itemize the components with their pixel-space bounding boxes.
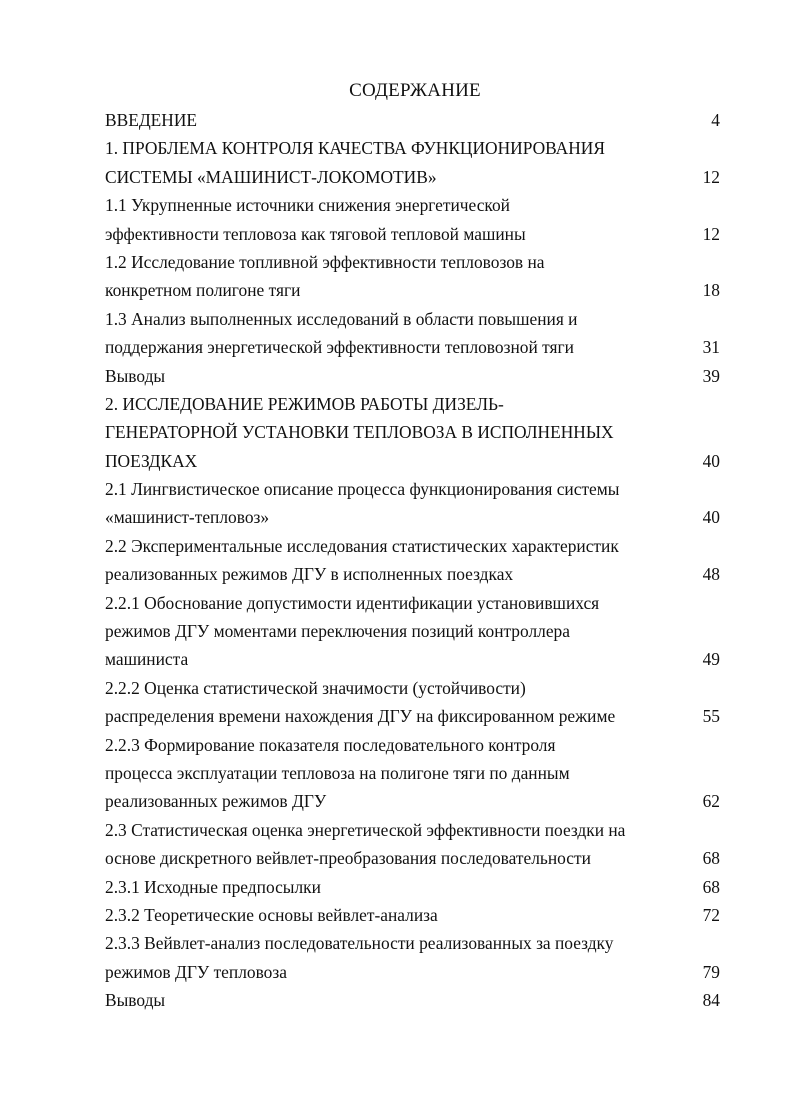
toc-entry bbox=[105, 134, 720, 191]
toc-entry-text: 2.3.2 Теоретические основы вейвлет-анализа bbox=[105, 904, 438, 925]
toc-entry bbox=[105, 674, 720, 731]
toc-entry-text: ГЕНЕРАТОРНОЙ УСТАНОВКИ ТЕПЛОВОЗА В ИСПОЛНЕННЫХ bbox=[105, 422, 614, 443]
toc-page-number: 72 bbox=[702, 904, 720, 925]
toc-entry-text: реализованных режимов ДГУ bbox=[105, 791, 327, 812]
toc-page-number: 55 bbox=[702, 706, 720, 727]
toc-entry bbox=[105, 929, 720, 986]
toc-entry-text: основе дискретного вейвлет-преобразования последовательности bbox=[105, 848, 591, 869]
toc-entry-text: реализованных режимов ДГУ в исполненных поездках bbox=[105, 564, 514, 585]
toc-entry-text: 2.3 Статистическая оценка энергетической эффективности поездки на bbox=[105, 819, 626, 840]
toc-entry bbox=[105, 362, 720, 390]
toc-entry-text: Выводы bbox=[105, 990, 166, 1011]
page-title: СОДЕРЖАНИЕ bbox=[349, 80, 481, 101]
toc-page-number: 39 bbox=[702, 365, 720, 386]
toc-entry-text: конкретном полигоне тяги bbox=[105, 280, 301, 301]
toc-entry-text: распределения времени нахождения ДГУ на фиксированном режиме bbox=[105, 706, 616, 727]
toc-page-number: 40 bbox=[702, 507, 720, 528]
toc-entry-text: 2.3.3 Вейвлет-анализ последовательности реализованных за поездку bbox=[105, 933, 614, 954]
toc-entry bbox=[105, 816, 720, 873]
toc-page-number: 12 bbox=[702, 223, 720, 244]
toc-page-number: 31 bbox=[702, 337, 720, 358]
toc-page-number: 84 bbox=[702, 990, 720, 1011]
toc-entry-text: СИСТЕМЫ «МАШИНИСТ-ЛОКОМОТИВ» bbox=[105, 166, 437, 187]
toc-page-number: 48 bbox=[702, 564, 720, 585]
toc-page-number: 79 bbox=[702, 961, 720, 982]
toc-entry-text: 2.3.1 Исходные предпосылки bbox=[105, 876, 321, 897]
toc-entry bbox=[105, 390, 720, 475]
toc-entry-text: режимов ДГУ тепловоза bbox=[105, 961, 287, 982]
toc-entry bbox=[105, 475, 720, 532]
toc-entry bbox=[105, 248, 720, 305]
toc-entry-text: 2. ИССЛЕДОВАНИЕ РЕЖИМОВ РАБОТЫ ДИЗЕЛЬ- bbox=[105, 393, 504, 414]
toc-entry-text: поддержания энергетической эффективности тепловозной тяги bbox=[105, 337, 574, 358]
toc-entry-text: 2.2.2 Оценка статистической значимости (устойчивости) bbox=[105, 677, 526, 698]
toc-entry-text: 2.2.3 Формирование показателя последовательного контроля bbox=[105, 734, 556, 755]
toc-entry bbox=[105, 305, 720, 362]
toc-entry-text: эффективности тепловоза как тяговой тепловой машины bbox=[105, 223, 526, 244]
toc-entry bbox=[105, 191, 720, 248]
table-of-contents bbox=[105, 106, 720, 1015]
toc-entry bbox=[105, 731, 720, 816]
toc-entry-text: режимов ДГУ моментами переключения позиций контроллера bbox=[105, 621, 570, 642]
toc-entry-text: процесса эксплуатации тепловоза на полигоне тяги по данным bbox=[105, 762, 570, 783]
toc-page-number: 12 bbox=[702, 166, 720, 187]
toc-page-number: 18 bbox=[702, 280, 720, 301]
toc-entry bbox=[105, 589, 720, 674]
toc-entry bbox=[105, 986, 720, 1014]
toc-entry-text: 2.1 Лингвистическое описание процесса функционирования системы bbox=[105, 479, 620, 500]
toc-entry-text: «машинист-тепловоз» bbox=[105, 507, 270, 528]
toc-page-number: 4 bbox=[711, 110, 720, 130]
toc-entry bbox=[105, 532, 720, 589]
toc-page-number: 49 bbox=[702, 649, 720, 670]
toc-page-number: 68 bbox=[702, 848, 720, 869]
toc-entry-text: ПОЕЗДКАХ bbox=[105, 450, 198, 471]
toc-entry-text: Выводы bbox=[105, 365, 166, 386]
toc-page-number: 40 bbox=[702, 450, 720, 471]
toc-entry bbox=[105, 901, 720, 929]
toc-entry-text: 1. ПРОБЛЕМА КОНТРОЛЯ КАЧЕСТВА ФУНКЦИОНИРОВАНИЯ bbox=[105, 138, 605, 159]
toc-entry-text: 1.2 Исследование топливной эффективности тепловозов на bbox=[105, 251, 545, 272]
toc-entry-text: 1.3 Анализ выполненных исследований в области повышения и bbox=[105, 308, 578, 329]
toc-entry-text: машиниста bbox=[105, 649, 189, 670]
toc-page-number: 62 bbox=[702, 791, 720, 812]
toc-page-number: 68 bbox=[702, 876, 720, 897]
toc-entry-text: ВВЕДЕНИЕ bbox=[105, 110, 198, 130]
toc-entry-text: 1.1 Укрупненные источники снижения энергетической bbox=[105, 195, 510, 216]
toc-entry bbox=[105, 873, 720, 901]
toc-entry bbox=[105, 106, 720, 134]
toc-entry-text: 2.2.1 Обоснование допустимости идентификации установившихся bbox=[105, 592, 600, 613]
toc-entry-text: 2.2 Экспериментальные исследования статистических характеристик bbox=[105, 535, 619, 556]
